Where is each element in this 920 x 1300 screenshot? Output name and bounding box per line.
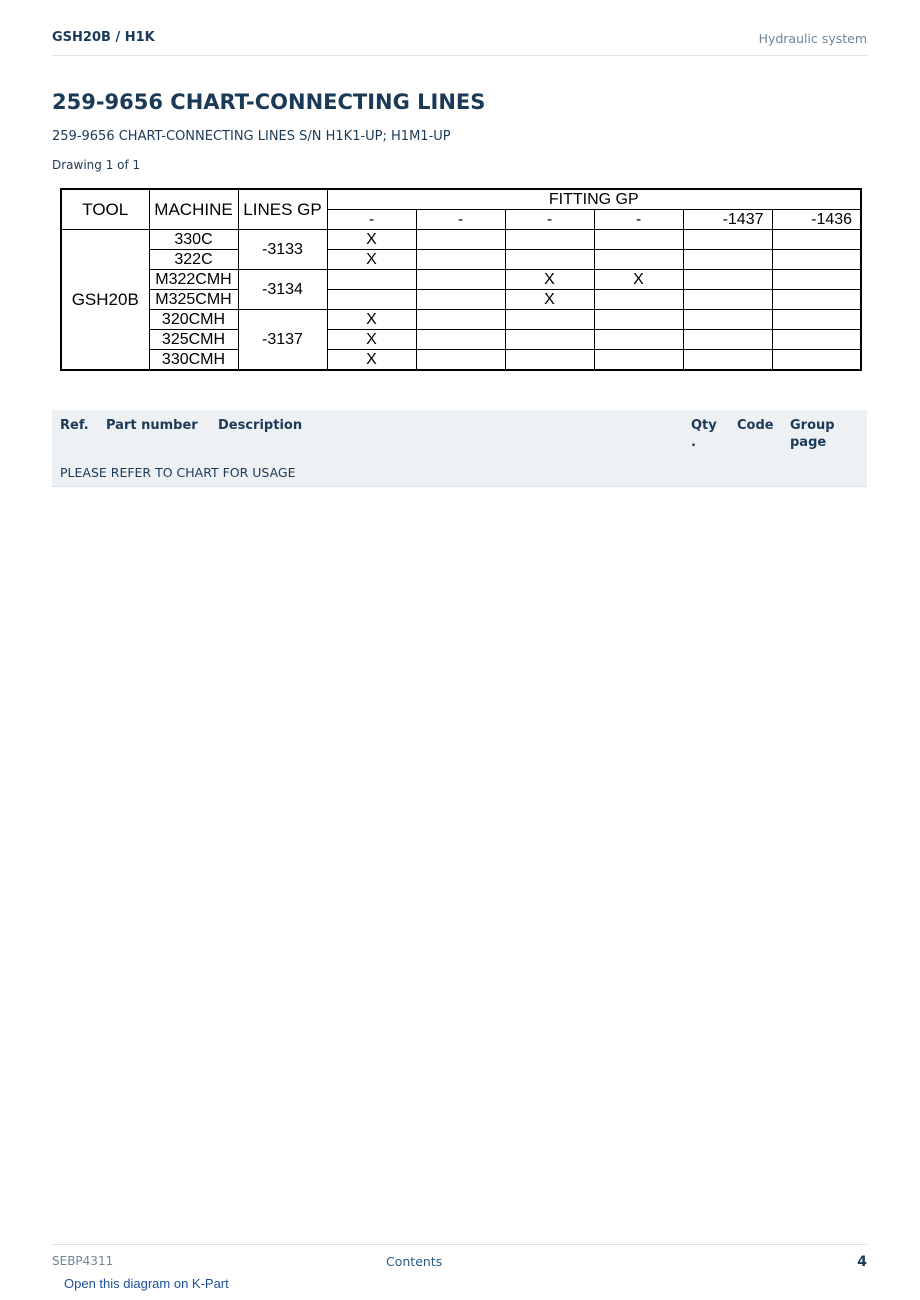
table-row [61, 270, 861, 290]
table-row [61, 350, 861, 371]
table-row [61, 230, 861, 250]
mark-cell [416, 250, 505, 270]
fitting-gp-header: FITTING GP [327, 189, 861, 210]
qty-header-line2: . [691, 435, 696, 450]
mark-cell [772, 290, 861, 310]
lines-gp-header: LINES GP [238, 189, 327, 230]
contents-link[interactable]: Contents [386, 1254, 443, 1269]
mark-cell [594, 250, 683, 270]
mark-cell [683, 290, 772, 310]
mark-cell: X [327, 350, 416, 371]
mark-cell [416, 330, 505, 350]
mark-cell [416, 270, 505, 290]
machine-cell: 320CMH [149, 310, 238, 330]
lines-gp-cell: -3134 [238, 270, 327, 310]
mark-cell [683, 230, 772, 250]
machine-cell: 330CMH [149, 350, 238, 371]
mark-cell [505, 350, 594, 371]
page-header [52, 29, 867, 56]
code-column-header: Code [737, 418, 774, 433]
mark-cell [505, 310, 594, 330]
mark-cell: X [594, 270, 683, 290]
mark-cell [772, 310, 861, 330]
group-page-column-header [790, 417, 835, 451]
usage-chart-body [61, 230, 861, 371]
mark-cell [594, 290, 683, 310]
fitting-col-header: -1437 [683, 210, 772, 230]
qty-header-line1: Qty [691, 418, 717, 433]
mark-cell: X [505, 290, 594, 310]
mark-cell [772, 270, 861, 290]
mark-cell: X [327, 250, 416, 270]
table-row [61, 310, 861, 330]
mark-cell [416, 290, 505, 310]
mark-cell [594, 230, 683, 250]
mark-cell [416, 310, 505, 330]
group-page-header-line1: Group [790, 418, 835, 433]
mark-cell [683, 310, 772, 330]
qty-column-header [691, 417, 717, 451]
tool-header: TOOL [61, 189, 149, 230]
mark-cell [772, 230, 861, 250]
section-label: Hydraulic system [758, 31, 867, 46]
machine-cell: 325CMH [149, 330, 238, 350]
document-code: SEBP4311 [52, 1254, 114, 1268]
machine-cell: 322C [149, 250, 238, 270]
table-row [61, 290, 861, 310]
mark-cell [594, 350, 683, 371]
mark-cell [327, 290, 416, 310]
description-column-header: Description [218, 418, 303, 433]
model-label: GSH20B / H1K [52, 30, 155, 45]
mark-cell [505, 330, 594, 350]
parts-list-header [52, 410, 867, 460]
ref-column-header: Ref. [60, 418, 89, 433]
mark-cell [683, 270, 772, 290]
mark-cell [594, 330, 683, 350]
tool-cell: GSH20B [61, 230, 149, 371]
page-title: 259-9656 CHART-CONNECTING LINES [52, 90, 486, 114]
machine-header: MACHINE [149, 189, 238, 230]
fitting-col-header: - [327, 210, 416, 230]
fitting-col-header: - [594, 210, 683, 230]
page-subtitle: 259-9656 CHART-CONNECTING LINES S/N H1K1-UP; H1M1-UP [52, 129, 451, 144]
mark-cell [505, 230, 594, 250]
mark-cell [416, 230, 505, 250]
page-number: 4 [857, 1254, 867, 1270]
mark-cell: X [327, 330, 416, 350]
lines-gp-cell: -3133 [238, 230, 327, 270]
mark-cell [772, 250, 861, 270]
usage-chart [60, 188, 862, 371]
machine-cell: M325CMH [149, 290, 238, 310]
mark-cell [505, 250, 594, 270]
drawing-counter: Drawing 1 of 1 [52, 158, 141, 172]
kpart-diagram-link[interactable]: Open this diagram on K-Part [64, 1276, 229, 1291]
page-footer [52, 1244, 867, 1275]
mark-cell [683, 350, 772, 371]
part-number-column-header: Part number [106, 418, 198, 433]
lines-gp-cell: -3137 [238, 310, 327, 371]
mark-cell [683, 330, 772, 350]
fitting-col-header: - [505, 210, 594, 230]
table-row [61, 330, 861, 350]
usage-note: PLEASE REFER TO CHART FOR USAGE [60, 465, 296, 480]
fitting-col-header: -1436 [772, 210, 861, 230]
mark-cell [683, 250, 772, 270]
mark-cell: X [327, 230, 416, 250]
mark-cell [416, 350, 505, 371]
group-page-header-line2: page [790, 435, 827, 450]
table-row [61, 250, 861, 270]
mark-cell [772, 330, 861, 350]
mark-cell [327, 270, 416, 290]
fitting-col-header: - [416, 210, 505, 230]
machine-cell: M322CMH [149, 270, 238, 290]
mark-cell [772, 350, 861, 371]
mark-cell [594, 310, 683, 330]
mark-cell: X [327, 310, 416, 330]
machine-cell: 330C [149, 230, 238, 250]
parts-list-note-row [52, 460, 867, 487]
mark-cell: X [505, 270, 594, 290]
